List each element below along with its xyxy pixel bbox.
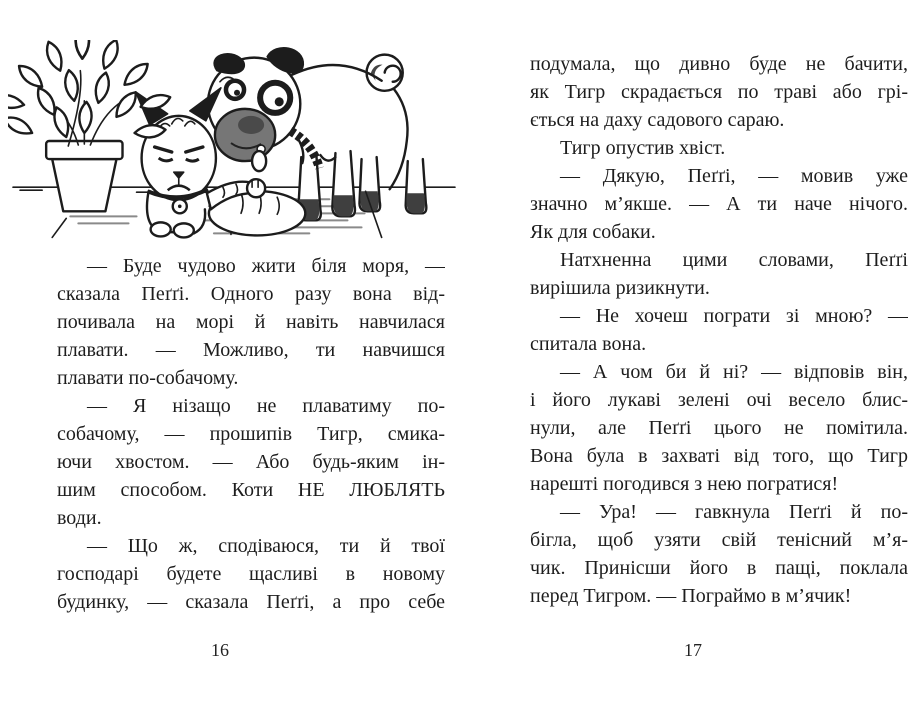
pug-left-ear-icon bbox=[214, 54, 244, 74]
text-line: шим способом. Коти НЕ ЛЮБЛЯТЬ bbox=[57, 479, 445, 501]
text-line: Вона була в захваті від того, що Тигр bbox=[530, 445, 908, 467]
page-17-text bbox=[530, 50, 908, 610]
text-line: нули, але Пеґґі цього не помітила. bbox=[530, 417, 908, 439]
text-line: Як для собаки. bbox=[530, 221, 656, 243]
text-line: перед Тигром. — Пограймо в м’ячик! bbox=[530, 585, 852, 607]
text-line: собачому, — прошипів Тигр, смика- bbox=[57, 423, 445, 445]
flower-pot-icon bbox=[52, 159, 116, 211]
text-line: як Тигр скрадається по траві або грі- bbox=[530, 81, 908, 103]
text-line: плавати по-собачому. bbox=[57, 367, 239, 389]
text-line: сказала Пеґґі. Одного разу вона від- bbox=[57, 283, 445, 305]
text-line: чик. Принісши його в пащі, поклала bbox=[530, 557, 908, 579]
text-line: вирішила ризикнути. bbox=[530, 277, 710, 299]
page-16-text bbox=[57, 252, 445, 616]
text-line: подумала, що дивно буде не бачити, bbox=[530, 53, 908, 75]
text-line: води. bbox=[57, 507, 102, 529]
text-line: плавати. — Можливо, ти навчишся bbox=[57, 339, 445, 361]
page-number-left: 16 bbox=[211, 640, 229, 660]
text-line: нарешті погодився з нею погратися! bbox=[530, 473, 839, 495]
text-line: будинку, — сказала Пеґґі, а про себе bbox=[57, 591, 445, 613]
plant-leaves bbox=[8, 40, 172, 139]
text-line: — Я нізащо не плаватиму по- bbox=[87, 395, 445, 417]
text-line: Тигр опустив хвіст. bbox=[560, 137, 726, 159]
text-line: і його лукаві зелені очі весело блис- bbox=[530, 389, 908, 411]
cat-and-pug-drawing bbox=[8, 40, 460, 242]
text-line: бігла, щоб узяти свій тенісний м’я- bbox=[530, 529, 908, 551]
text-line: — А чом би й ні? — відповів він, bbox=[560, 361, 908, 383]
text-line: — Ура! — гавкнула Пеґґі й по- bbox=[560, 501, 908, 523]
text-line: — Що ж, сподіваюся, ти й твої bbox=[87, 535, 445, 557]
page-number-right: 17 bbox=[684, 640, 702, 660]
text-line: значно м’якше. — А ти наче нічого. bbox=[530, 193, 908, 215]
text-line: ється на даху садового сараю. bbox=[530, 109, 785, 131]
text-line: Натхненна цими словами, Пеґґі bbox=[560, 249, 908, 271]
text-line: — Буде чудово жити біля моря, — bbox=[87, 255, 445, 277]
text-line: — Не хочеш пограти зі мною? — bbox=[560, 305, 908, 327]
text-line: господарі будете щасливі в новому bbox=[57, 563, 445, 585]
illustration bbox=[8, 40, 460, 242]
text-line: — Дякую, Пеґґі, — мовив уже bbox=[560, 165, 908, 187]
text-line: почивала на морі й навіть навчилася bbox=[57, 311, 445, 333]
text-line: спитала вона. bbox=[530, 333, 647, 355]
text-line: ючи хвостом. — Або будь-яким ін- bbox=[57, 451, 445, 473]
